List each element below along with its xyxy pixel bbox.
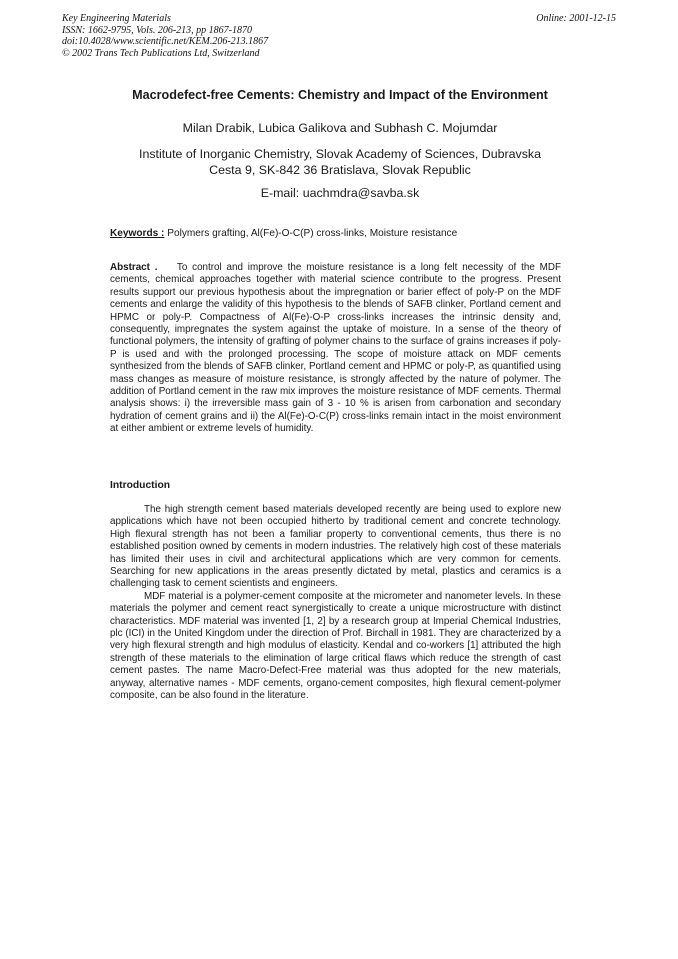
online-date: Online: 2001-12-15 [536,13,616,24]
affiliation-line: Institute of Inorganic Chemistry, Slovak Academy of Sciences, Dubravska [139,147,541,161]
keywords-line [110,228,570,239]
journal-copyright: © 2002 Trans Tech Publications Ltd, Switzerland [62,47,260,59]
section-heading-introduction: Introduction [110,480,171,491]
paper-affiliation [60,146,620,178]
keywords-text: Polymers grafting, Al(Fe)-O-C(P) cross-links, Moisture resistance [167,228,458,239]
introduction-body [110,504,561,703]
affiliation-line: Cesta 9, SK-842 36 Bratislava, Slovak Republic [209,163,471,177]
intro-paragraph: MDF material is a polymer-cement composite at the micrometer and nanometer levels. In these materials the polymer and cement react synergistically to create a unique microstructure with distinct characteristics. MDF material was invented [1, 2] by a research group at Imperial Chemical Industries, plc (ICI) in the United Kingdom under the direction of Prof. Birchall in 1981. They are characterized by a very high flexural strength and high modulus of elasticity. Kendal and co-workers [1] attributed the high strength of these materials to the elimination of large critical flaws which reduce the strength of cast cement pastes. The name Macro-Defect-Free material was thus adopted for the new materials, anyway, alternative names - MDF cements, organo-cement composites, high flexural cement-polymer composite, can be also found in the literature. [110,590,561,702]
paper-authors: Milan Drabik, Lubica Galikova and Subhash C. Mojumdar [182,121,498,135]
journal-name: Key Engineering Materials [62,13,171,24]
abstract-label: Abstract . [110,262,158,273]
journal-issn: ISSN: 1662-9795, Vols. 206-213, pp 1867-1870 [62,24,252,36]
paper-email[interactable]: E-mail: uachmdra@savba.sk [260,186,420,200]
paper-title: Macrodefect-free Cements: Chemistry and Impact of the Environment [132,88,548,102]
journal-doi[interactable]: doi:10.4028/www.scientific.net/KEM.206-213.1867 [62,36,269,47]
intro-paragraph: The high strength cement based materials developed recently are being used to explore new applications which have not been occupied hitherto by traditional cement and concrete technology. High flexural strength has not been a familiar property to conventional cements, thus there is no established position owned by cements in modern industries. The relatively high cost of these materials has limited their uses in civil and architectural applications which are very common for cements. Searching for new applications in the areas presently dictated by metal, plastics and ceramics is a challenging task to cement scientists and engineers. [110,504,561,590]
abstract-text: To control and improve the moisture resistance is a long felt necessity of the MDF cements, chemical approaches together with material science contribute to the progress. Present results support our previous hypothesis about the impregnation or barier effect of poly-P on the MDF cements and enlarge the validity of this hypothesis to the blends of SAFB clinker, Portland cement and HPMC or poly-P. Compactness of Al(Fe)-O-P cross-links increases the intrinsic density and, consequently, impregnates the system against the uptake of moisture. In a sense of the theory of functional polymers, the intensity of grafting of polymer chains to the surface of grains increases if poly-P is used and with the prolonged processing. The scope of moisture attack on MDF cements synthesized from the blends of SAFB clinker, Portland cement and HPMC or poly-P, as quantified using mass changes as measure of moisture resistance, is strongly affected by the nature of polymer. The addition of Portland cement in the raw mix improves the moisture resistance of MDF cements. Thermal analysis shows: i) the irreversible mass gain of 3 - 10 % is arisen from carbonation and secondary hydration of cement grains and ii) the Al(Fe)-O-C(P) cross-links remain intact in the moist environment at either ambient or extreme levels of humidity. [110,262,561,435]
keywords-label: Keywords : [110,228,165,239]
abstract-block [110,262,561,436]
